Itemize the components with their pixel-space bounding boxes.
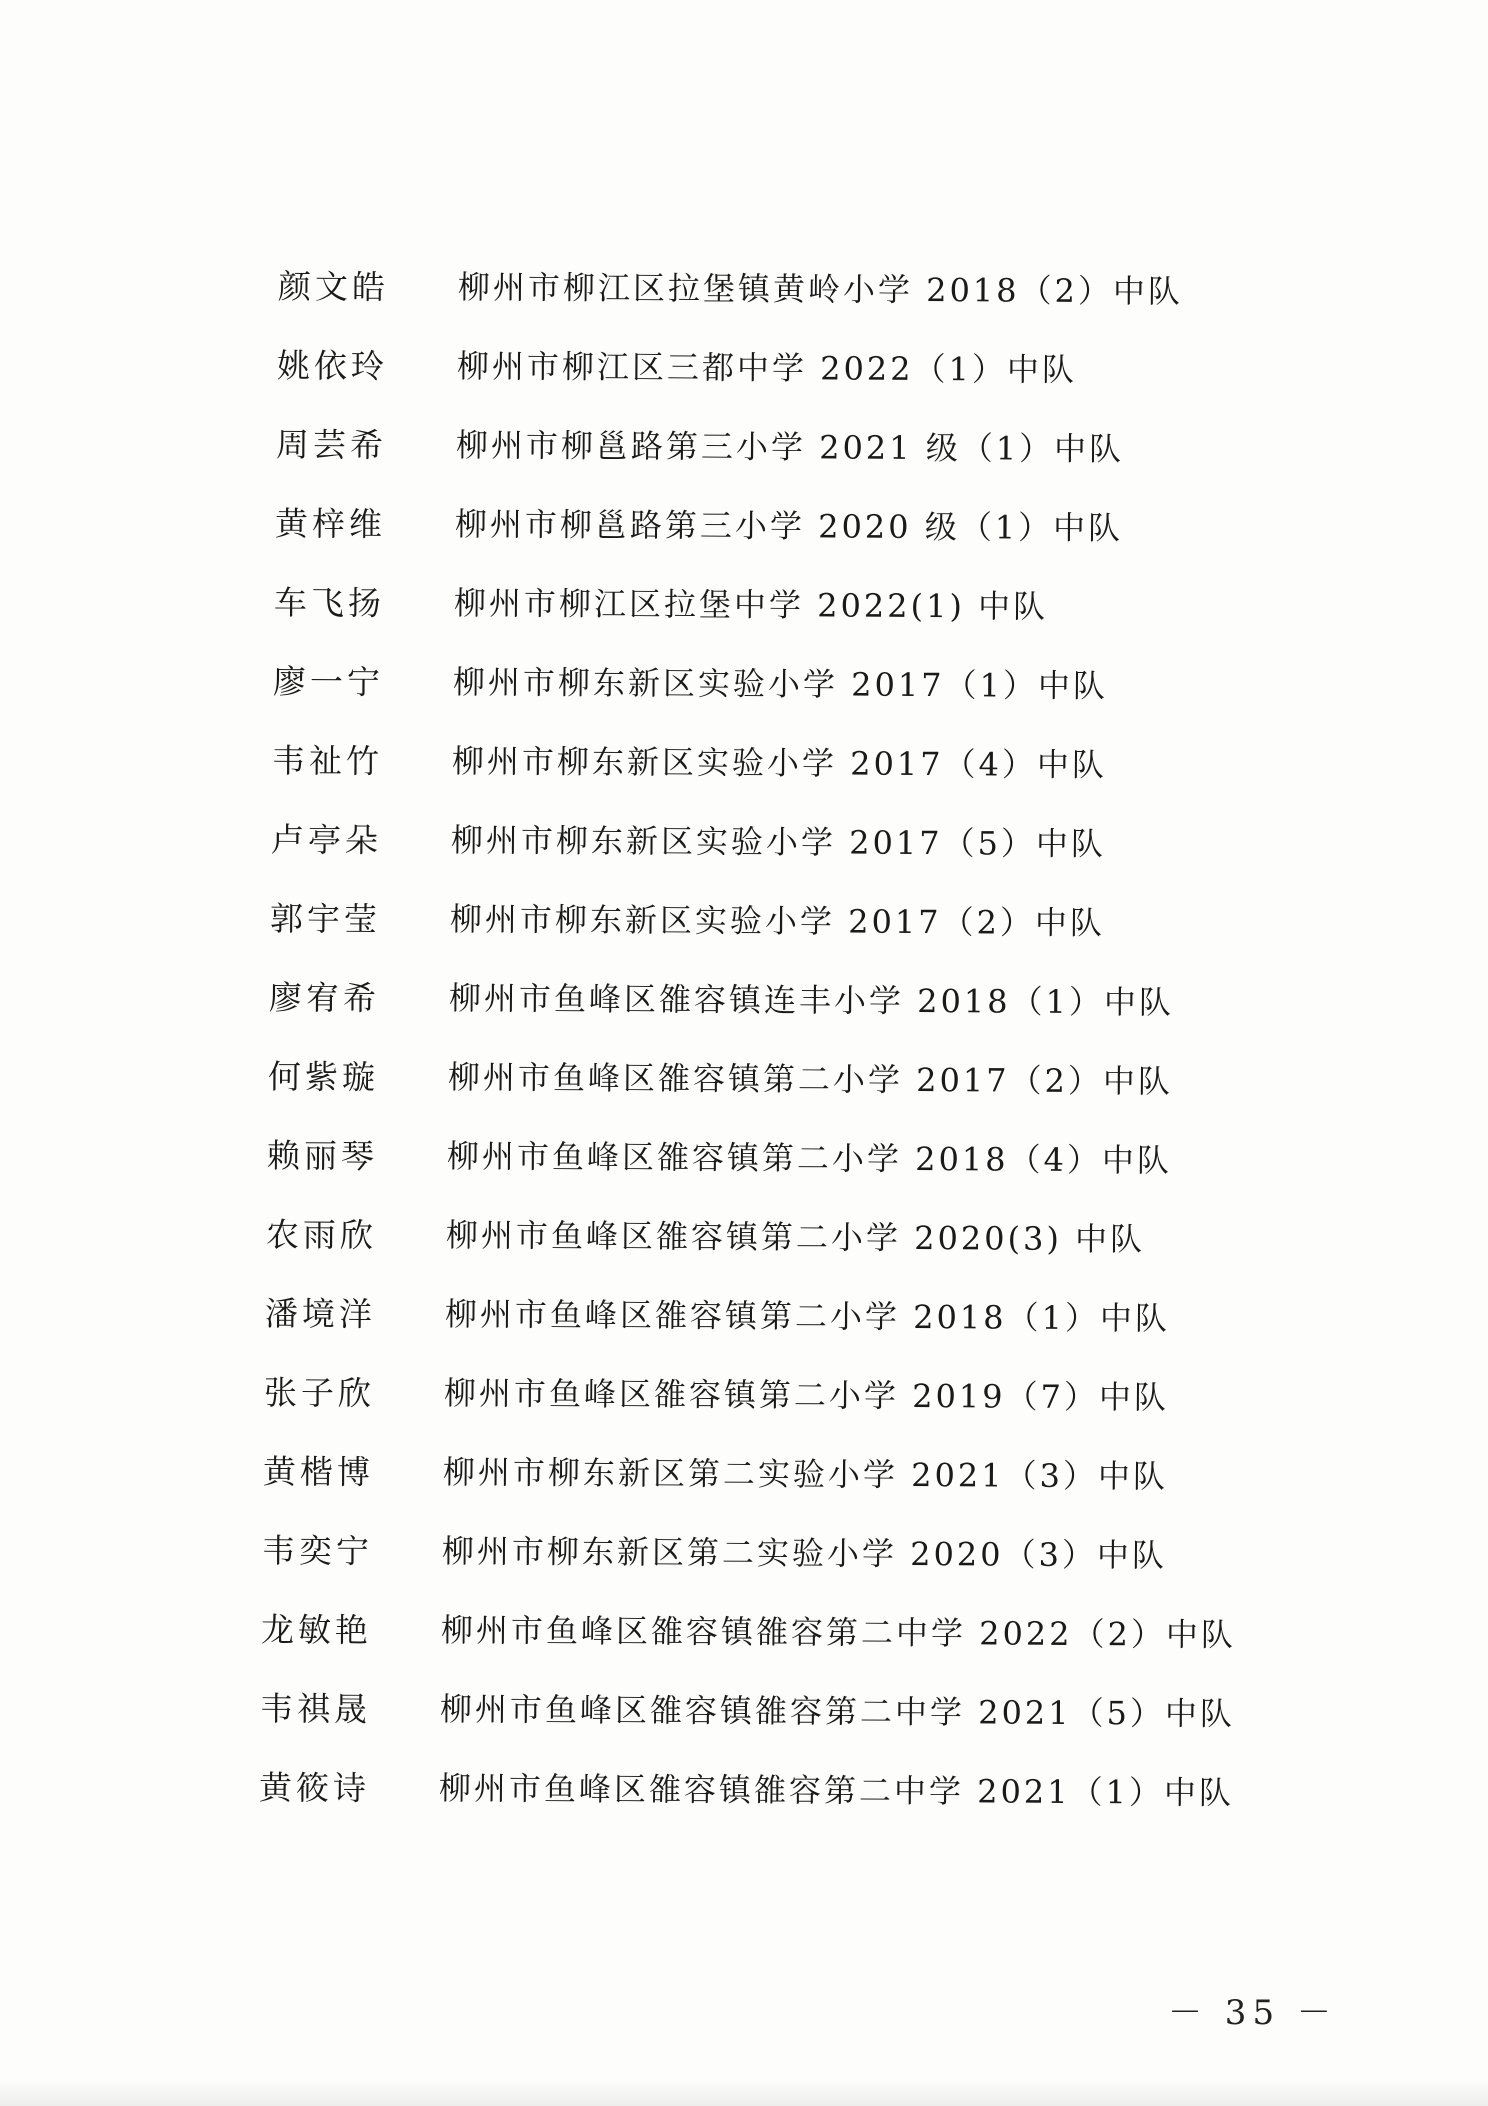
list-item: [278, 256, 1183, 318]
school-unit: 柳州市鱼峰区雒容镇雒容第二中学 2022（2）中队: [440, 1611, 1237, 1654]
list-item: [263, 1441, 1168, 1503]
list-item: [271, 809, 1106, 870]
student-name: 卢亭朵: [270, 819, 383, 860]
school-unit: 柳州市鱼峰区雒容镇第二小学 2020(3) 中队: [445, 1216, 1146, 1259]
school-unit: 柳州市柳东新区第二实验小学 2020（3）中队: [441, 1532, 1168, 1575]
list-item: [272, 730, 1107, 791]
student-name: 颜文皓: [277, 266, 390, 307]
student-name: 韦奕宁: [261, 1530, 374, 1571]
school-unit: 柳州市柳东新区第二实验小学 2021（3）中队: [442, 1453, 1169, 1496]
page-number: － 35 －: [1168, 1993, 1337, 2033]
list-item: [262, 1520, 1167, 1582]
school-unit: 柳州市鱼峰区雒容镇雒容第二中学 2021（1）中队: [438, 1769, 1235, 1812]
school-unit: 柳州市鱼峰区雒容镇雒容第二中学 2021（5）中队: [439, 1690, 1236, 1733]
list-item: [264, 1362, 1169, 1424]
school-unit: 柳州市柳东新区实验小学 2017（2）中队: [449, 900, 1106, 943]
list-item: [267, 1125, 1172, 1187]
student-name: 韦祉竹: [271, 740, 384, 781]
list-item: [260, 1678, 1235, 1740]
school-unit: 柳州市柳江区三都中学 2022（1）中队: [456, 347, 1078, 389]
school-unit: 柳州市柳东新区实验小学 2017（1）中队: [452, 663, 1109, 706]
student-name: 黄楷博: [262, 1451, 375, 1492]
school-unit: 柳州市柳邕路第三小学 2021 级（1）中队: [455, 426, 1125, 469]
student-name: 农雨欣: [265, 1214, 378, 1255]
student-name: 韦祺晟: [259, 1688, 372, 1729]
list-item: [259, 1757, 1234, 1819]
list-item: [274, 572, 1048, 633]
school-unit: 柳州市鱼峰区雒容镇第二小学 2018（1）中队: [444, 1295, 1171, 1338]
school-unit: 柳州市柳邕路第三小学 2020 级（1）中队: [454, 505, 1124, 548]
school-unit: 柳州市柳东新区实验小学 2017（5）中队: [450, 821, 1107, 864]
student-name: 赖丽琴: [266, 1135, 379, 1176]
list-item: [266, 1204, 1145, 1265]
student-name: 龙敏艳: [260, 1609, 373, 1650]
student-name: 廖宥希: [268, 977, 381, 1018]
student-name: 何紫璇: [267, 1056, 380, 1097]
student-name: 廖一宁: [272, 661, 385, 702]
student-name: 黄筱诗: [258, 1767, 371, 1808]
list-item: [275, 493, 1123, 554]
school-unit: 柳州市柳东新区实验小学 2017（4）中队: [451, 742, 1108, 785]
student-name: 潘境洋: [264, 1293, 377, 1334]
list-item: [268, 1046, 1173, 1108]
student-name: 黄梓维: [274, 503, 387, 544]
list-item: [261, 1599, 1236, 1661]
list-item: [265, 1283, 1170, 1345]
list-item: [269, 967, 1174, 1029]
school-unit: 柳州市鱼峰区雒容镇第二小学 2017（2）中队: [447, 1058, 1174, 1101]
list-item: [270, 888, 1105, 949]
school-unit: 柳州市鱼峰区雒容镇第二小学 2018（4）中队: [446, 1137, 1173, 1180]
school-unit: 柳州市鱼峰区雒容镇第二小学 2019（7）中队: [443, 1374, 1170, 1417]
school-unit: 柳州市鱼峰区雒容镇连丰小学 2018（1）中队: [448, 979, 1175, 1022]
list-item: [277, 335, 1077, 396]
student-name: 郭宇莹: [269, 898, 382, 939]
student-name: 姚依玲: [276, 345, 389, 386]
list-item: [273, 651, 1108, 712]
school-unit: 柳州市柳江区拉堡镇黄岭小学 2018（2）中队: [457, 268, 1184, 311]
student-name: 周芸希: [275, 424, 388, 465]
student-name: 车飞扬: [273, 582, 386, 623]
school-unit: 柳州市柳江区拉堡中学 2022(1) 中队: [453, 584, 1049, 626]
scan-edge-shadow: [0, 2080, 1488, 2106]
student-name: 张子欣: [263, 1372, 376, 1413]
list-item: [276, 414, 1124, 475]
